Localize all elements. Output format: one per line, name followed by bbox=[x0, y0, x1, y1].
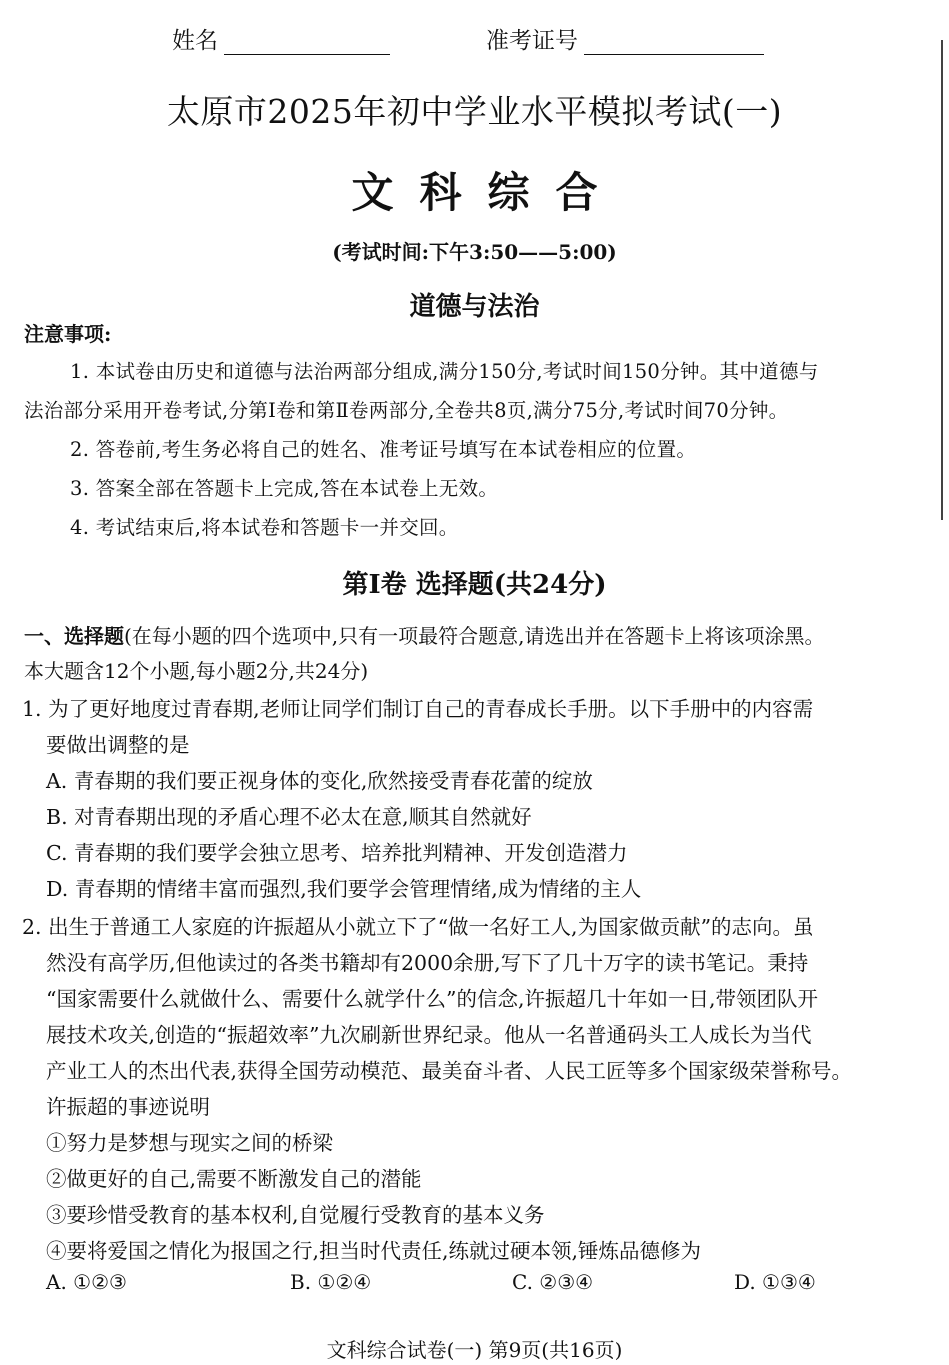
exam-id-blank-line bbox=[584, 28, 764, 55]
name-field bbox=[172, 22, 390, 55]
q1-option-b: B. 对青春期出现的矛盾心理不必太在意,顺其自然就好 bbox=[46, 805, 532, 829]
part-title: 道德与法治 bbox=[409, 292, 540, 322]
q2-choices-row bbox=[0, 1270, 949, 1300]
q1-stem-line-1: 1. 为了更好地度过青春期,老师让同学们制订自己的青春成长手册。以下手册中的内容需 bbox=[22, 697, 814, 721]
subject-title: 文科综合 bbox=[351, 168, 624, 217]
q2-stem-line-1: 2. 出生于普通工人家庭的许振超从小就立下了“做一名好工人,为国家做贡献”的志向。虽 bbox=[22, 915, 814, 939]
q2-choice-d: D. ①③④ bbox=[734, 1270, 816, 1294]
note-line-3: 3. 答案全部在答题卡上完成,答在本试卷上无效。 bbox=[70, 477, 499, 500]
exam-title: 太原市2025年初中学业水平模拟考试(一) bbox=[166, 92, 783, 131]
q2-stem-line-4: 展技术攻关,创造的“振超效率”九次刷新世界纪录。他从一名普通码头工人成长为当代 bbox=[46, 1023, 812, 1047]
note-line-4: 4. 考试结束后,将本试卷和答题卡一并交回。 bbox=[70, 516, 459, 539]
volume-title: 第Ⅰ卷 选择题(共24分) bbox=[342, 570, 607, 600]
exam-time: (考试时间:下午3:50——5:00) bbox=[332, 240, 617, 264]
name-blank-line bbox=[224, 28, 390, 55]
note-line-1-cont: 法治部分采用开卷考试,分第Ⅰ卷和第Ⅱ卷两部分,全卷共8页,满分75分,考试时间70分钟。 bbox=[24, 399, 789, 422]
section-instruction-line-2: 本大题含12个小题,每小题2分,共24分) bbox=[24, 659, 369, 683]
exam-id-field bbox=[486, 22, 764, 55]
section-instruction-line-1 bbox=[24, 620, 825, 649]
q2-choice-a: A. ①②③ bbox=[46, 1270, 127, 1294]
q2-statement-3: ③要珍惜受教育的基本权利,自觉履行受教育的基本义务 bbox=[46, 1203, 545, 1227]
q2-stem-line-5: 产业工人的杰出代表,获得全国劳动模范、最美奋斗者、人民工匠等多个国家级荣誉称号。 bbox=[46, 1059, 853, 1083]
q2-choice-b: B. ①②④ bbox=[290, 1270, 372, 1294]
q2-stem-line-2: 然没有高学历,但他读过的各类书籍却有2000余册,写下了几十万字的读书笔记。秉持 bbox=[46, 951, 809, 975]
q2-statement-1: ①努力是梦想与现实之间的桥梁 bbox=[46, 1131, 333, 1155]
q2-statement-4: ④要将爱国之情化为报国之行,担当时代责任,练就过硬本领,锤炼品德修为 bbox=[46, 1239, 702, 1263]
q2-stem-line-6: 许振超的事迹说明 bbox=[46, 1095, 210, 1119]
q1-option-a: A. 青春期的我们要正视身体的变化,欣然接受青春花蕾的绽放 bbox=[46, 769, 593, 793]
page-footer: 文科综合试卷(一) 第9页(共16页) bbox=[326, 1338, 623, 1362]
section-head: 一、选择题 bbox=[24, 624, 124, 648]
name-label: 姓名 bbox=[172, 28, 218, 54]
candidate-info-row bbox=[0, 22, 949, 58]
q2-statement-2: ②做更好的自己,需要不断激发自己的潜能 bbox=[46, 1167, 422, 1191]
section-instruction-text: (在每小题的四个选项中,只有一项最符合题意,请选出并在答题卡上将该项涂黑。 bbox=[124, 624, 825, 648]
exam-id-label: 准考证号 bbox=[486, 28, 578, 54]
q1-option-c: C. 青春期的我们要学会独立思考、培养批判精神、开发创造潜力 bbox=[46, 841, 628, 865]
notes-heading: 注意事项: bbox=[24, 322, 112, 346]
note-line-2: 2. 答卷前,考生务必将自己的姓名、准考证号填写在本试卷相应的位置。 bbox=[70, 438, 697, 461]
q2-stem-line-3: “国家需要什么就做什么、需要什么就学什么”的信念,许振超几十年如一日,带领团队开 bbox=[46, 987, 818, 1011]
q1-option-d: D. 青春期的情绪丰富而强烈,我们要学会管理情绪,成为情绪的主人 bbox=[46, 877, 642, 901]
q1-stem-line-2: 要做出调整的是 bbox=[46, 733, 190, 757]
q2-choice-c: C. ②③④ bbox=[512, 1270, 594, 1294]
note-line-1: 1. 本试卷由历史和道德与法治两部分组成,满分150分,考试时间150分钟。其中道德与 bbox=[70, 360, 819, 383]
